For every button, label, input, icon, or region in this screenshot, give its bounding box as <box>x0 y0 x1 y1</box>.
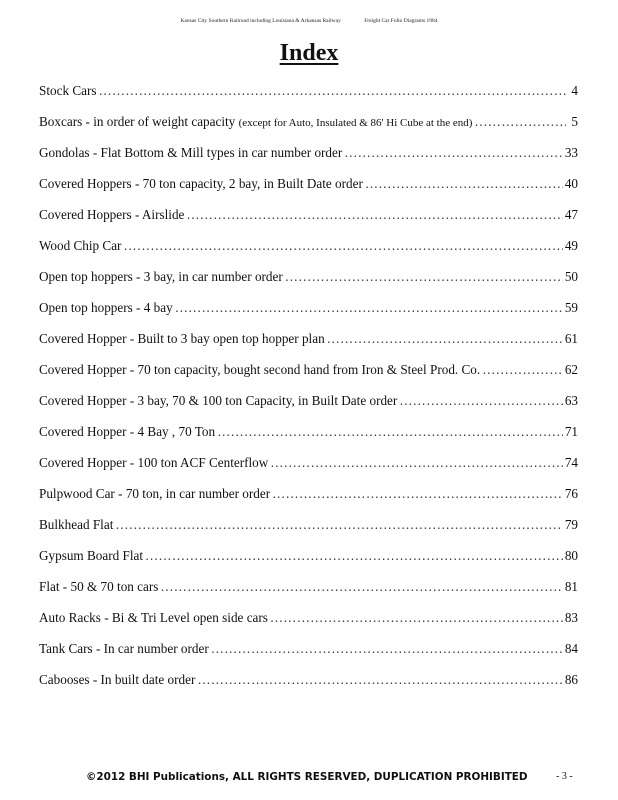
page-title: Index <box>279 40 339 66</box>
entry-page: 86 <box>564 672 578 687</box>
dot-leader <box>217 424 563 440</box>
dot-leader <box>474 114 566 130</box>
entry-note: (except for Auto, Insulated & 86' Hi Cube at the end) <box>238 117 473 129</box>
entry-page: 74 <box>564 455 578 470</box>
entry-label: Open top hoppers - 3 bay, in car number order <box>39 269 283 284</box>
index-entry <box>39 393 578 424</box>
entry-page: 49 <box>564 238 578 253</box>
dot-leader <box>399 393 563 409</box>
entry-page: 76 <box>564 486 578 501</box>
index-entry <box>39 455 578 486</box>
entry-label: Covered Hopper - 100 ton ACF Centerflow <box>39 455 269 470</box>
dot-leader <box>175 300 563 316</box>
entry-label: Flat - 50 & 70 ton cars <box>39 579 159 594</box>
index-entry <box>39 641 578 672</box>
entry-page: 80 <box>564 548 578 563</box>
index-entry <box>39 579 578 610</box>
index-entry <box>39 486 578 517</box>
entry-page: 63 <box>564 393 578 408</box>
dot-leader <box>115 517 562 533</box>
entry-label: Boxcars - in order of weight capacity <box>39 114 239 129</box>
entry-label: Covered Hopper - Built to 3 bay open top hopper plan <box>39 331 325 346</box>
entry-page: 47 <box>564 207 578 222</box>
dot-leader <box>99 83 566 99</box>
entry-page: 62 <box>564 362 578 377</box>
index-entry <box>39 238 578 269</box>
index-entry <box>39 610 578 641</box>
entry-label: Gypsum Board Flat <box>39 548 144 563</box>
entry-page: 40 <box>564 176 578 191</box>
entry-label: Auto Racks - Bi & Tri Level open side cars <box>39 610 268 625</box>
entry-label: Covered Hoppers - Airslide <box>39 207 185 222</box>
entry-page: 71 <box>564 424 578 439</box>
dot-leader <box>211 641 563 657</box>
dot-leader <box>272 486 563 502</box>
entry-page: 5 <box>571 114 578 129</box>
entry-page: 50 <box>564 269 578 284</box>
entry-label: Covered Hoppers - 70 ton capacity, 2 bay, in Built Date order <box>39 176 363 191</box>
dot-leader <box>365 176 563 192</box>
dot-leader <box>186 207 562 223</box>
dot-leader <box>123 238 562 254</box>
index-entry <box>39 207 578 238</box>
entry-label: Pulpwood Car - 70 ton, in car number order <box>39 486 271 501</box>
index-entry <box>39 176 578 207</box>
dot-leader <box>270 610 563 626</box>
entry-page: 61 <box>564 331 578 346</box>
entry-label: Stock Cars <box>39 83 97 98</box>
entry-label: Open top hoppers - 4 bay <box>39 300 173 315</box>
dot-leader <box>270 455 563 471</box>
entry-page: 79 <box>564 517 578 532</box>
dot-leader <box>145 548 563 564</box>
entry-page: 4 <box>571 83 578 98</box>
entry-label: Covered Hopper - 70 ton capacity, bought second hand from Iron & Steel Prod. Co. <box>39 362 481 377</box>
entry-label: Bulkhead Flat <box>39 517 114 532</box>
header-folio-title: Freight Car Folio Diagrams 1984 <box>364 18 438 24</box>
index-entry <box>39 672 578 703</box>
dot-leader <box>197 672 562 688</box>
index-entry <box>39 269 578 300</box>
running-header <box>0 18 618 24</box>
index-entry <box>39 300 578 331</box>
entry-label-group <box>39 114 472 130</box>
entry-label: Covered Hopper - 4 Bay , 70 Ton <box>39 424 216 439</box>
index-entry <box>39 362 578 393</box>
entry-page: 83 <box>564 610 578 625</box>
entry-page: 84 <box>564 641 578 656</box>
copyright-notice: ©2012 BHI Publications, ALL RIGHTS RESERVED, DUPLICATION PROHIBITED <box>86 771 528 783</box>
dot-leader <box>160 579 562 595</box>
index-entry <box>39 83 578 114</box>
dot-leader <box>285 269 563 285</box>
dot-leader <box>327 331 563 347</box>
dot-leader <box>482 362 563 378</box>
index-entry <box>39 517 578 548</box>
entry-page: 33 <box>564 145 578 160</box>
entry-page: 59 <box>564 300 578 315</box>
entry-label: Covered Hopper - 3 bay, 70 & 100 ton Capacity, in Built Date order <box>39 393 398 408</box>
header-railroad-name: Kansas City Southern Railroad including Louisiana & Arkansas Railway <box>180 18 341 24</box>
index-entry <box>39 331 578 362</box>
entry-page: 81 <box>564 579 578 594</box>
index-list <box>39 83 578 703</box>
dot-leader <box>344 145 563 161</box>
entry-label: Cabooses - In built date order <box>39 672 196 687</box>
index-entry <box>39 424 578 455</box>
index-entry <box>39 548 578 579</box>
entry-label: Tank Cars - In car number order <box>39 641 209 656</box>
index-entry <box>39 114 578 145</box>
entry-label: Wood Chip Car <box>39 238 122 253</box>
page-number: - 3 - <box>556 771 573 782</box>
index-entry <box>39 145 578 176</box>
entry-label: Gondolas - Flat Bottom & Mill types in car number order <box>39 145 343 160</box>
